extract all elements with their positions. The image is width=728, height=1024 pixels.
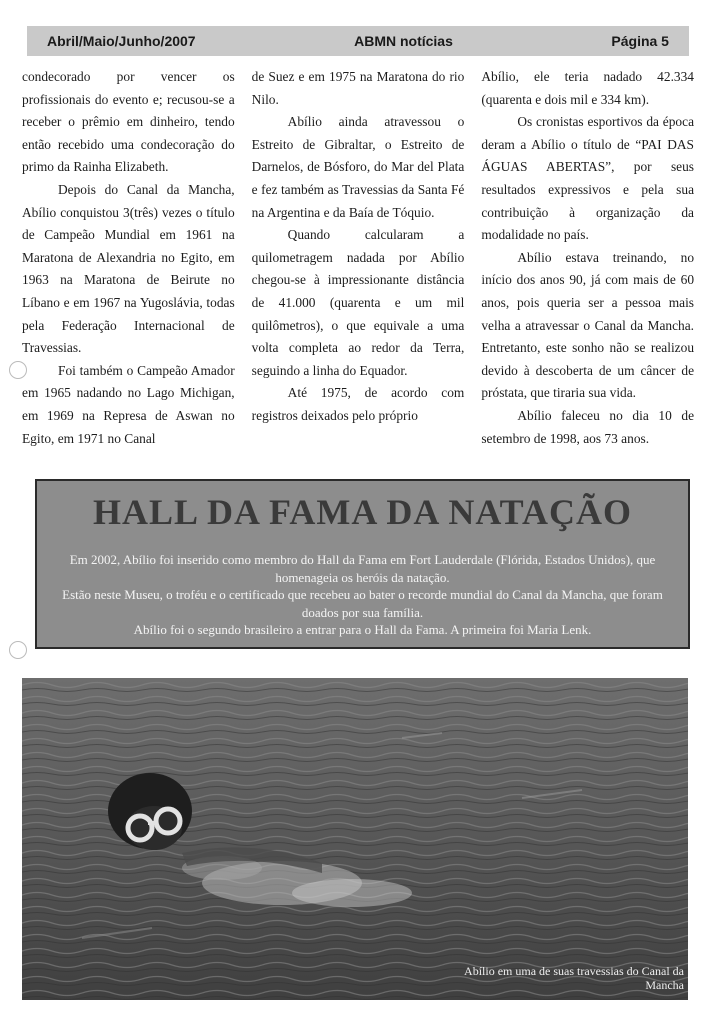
paragraph: Abílio estava treinando, no início dos anos 90, já com mais de 60 anos, pois queria ser a pessoa mais velha a atravessar o Canal da Mancha. Entretanto, este sonho não se realizou devido à descoberta de um câncer de próstata, que tiraria sua vida. <box>481 249 695 401</box>
photo-illustration <box>22 678 688 1000</box>
swimmer-photo <box>22 678 688 1000</box>
paragraph: Abílio ainda atravessou o Estreito de Gibraltar, o Estreito de Darnelos, de Bósforo, do Mar del Plata e fez também as Travessias da Santa Fé na Argentina e da Baía de Tóquio. <box>251 114 465 220</box>
paragraph: Foi também o Campeão Amador em 1965 nadando no Lago Michigan, em 1969 na Represa de Aswan no Egito, em 1971 no Canal <box>22 362 235 446</box>
paragraph: Quando calcularam a quilometragem nadada por Abílio chegou-se à impressionante distância de 41.000 (quarenta e um mil quilômetros), o que equivale a uma volta completa ao redor da Terra, seguindo a linha do Equador. <box>251 227 465 378</box>
column-3 <box>481 66 694 450</box>
column-2 <box>252 66 465 450</box>
hall-paragraph: Em 2002, Abílio foi inserido como membro do Hall da Fama em Fort Lauderdale (Flórida, Estados Unidos), que homenageia os heróis da natação. <box>69 552 656 585</box>
issue-date: Abril/Maio/Junho/2007 <box>47 33 196 49</box>
hall-paragraph: Estão neste Museu, o troféu e o certificado que recebeu ao bater o recorde mundial do Canal da Mancha, que foram doados por sua família. <box>62 587 663 620</box>
article-columns <box>22 66 694 450</box>
column-1 <box>22 66 235 450</box>
binder-hole <box>9 641 27 659</box>
paragraph: condecorado por vencer os profissionais do evento e; recusou-se a receber o prêmio em dinheiro, tendo então recebido uma condecoração do primo da Rainha Elizabeth. <box>22 69 235 175</box>
paragraph: Depois do Canal da Mancha, Abílio conquistou 3(três) vezes o título de Campeão Mundial em 1961 na Maratona de Alexandria no Egito, em 1963 na Maratona de Beirute no Líbano e em 1967 na Yugoslávia, todas pela Federação Internacional de Travessias. <box>22 181 235 356</box>
photo-caption: Abílio em uma de suas travessias do Canal da Mancha <box>464 964 684 992</box>
paragraph: Os cronistas esportivos da época deram a Abílio o título de “PAI DAS ÁGUAS ABERTAS”, por seus resultados expressivos e pela sua contribuição à organização da modalidade no país. <box>481 114 695 243</box>
publication-name: ABMN notícias <box>354 33 453 49</box>
paragraph: Abílio faleceu no dia 10 de setembro de 1998, aos 73 anos. <box>481 407 695 446</box>
paragraph: Até 1975, de acordo com registros deixados pelo próprio <box>251 385 465 423</box>
page-number: Página 5 <box>611 33 669 49</box>
page-header <box>27 26 689 56</box>
paragraph: de Suez e em 1975 na Maratona do rio Nilo. <box>251 69 465 107</box>
hall-of-fame-title: HALL DA FAMA DA NATAÇÃO <box>92 492 633 532</box>
hall-paragraph: Abílio foi o segundo brasileiro a entrar para o Hall da Fama. A primeira foi Maria Lenk. <box>133 622 592 637</box>
hall-of-fame-box <box>35 479 690 649</box>
binder-hole <box>9 361 27 379</box>
hall-of-fame-text <box>57 551 668 639</box>
paragraph: Abílio, ele teria nadado 42.334 (quarenta e dois mil e 334 km). <box>481 69 695 107</box>
